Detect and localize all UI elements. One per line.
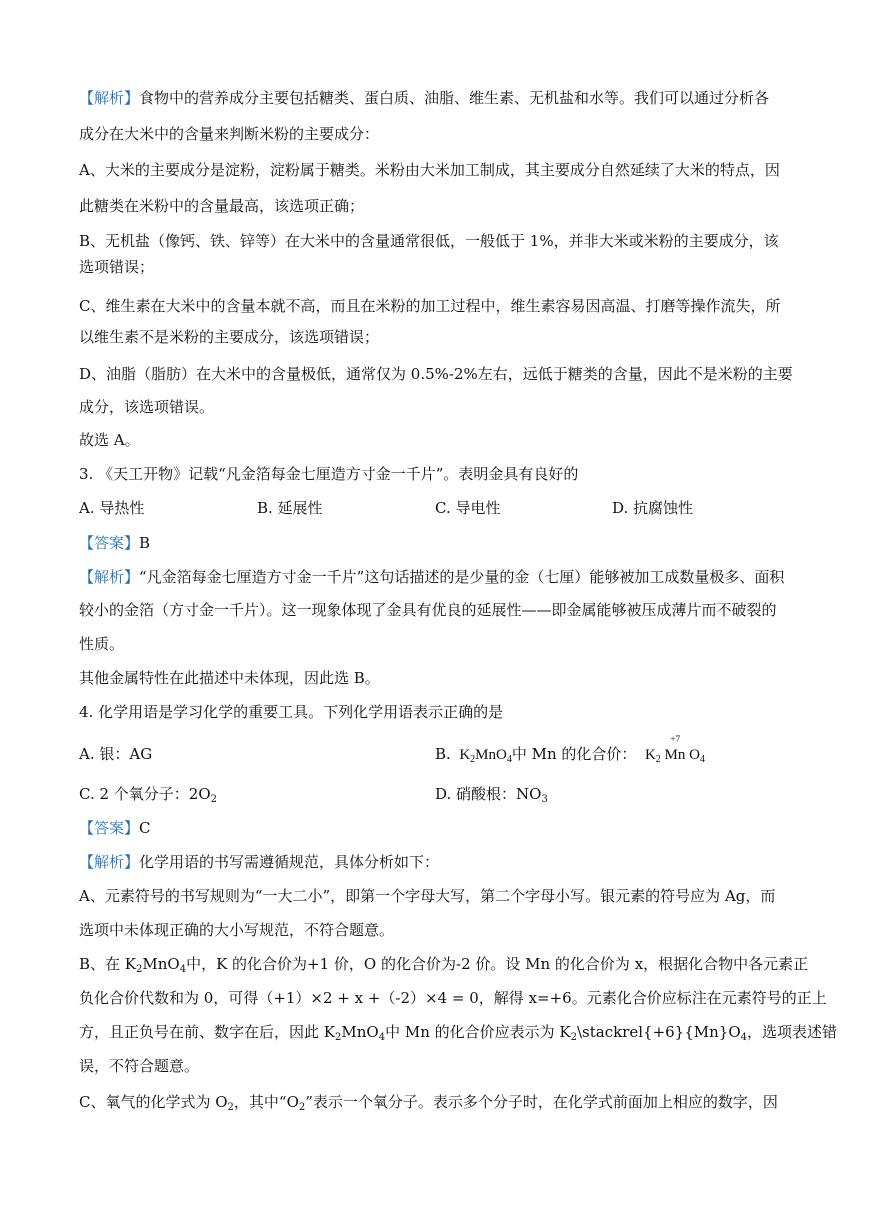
- q3-analysis-line-3: 性质。: [79, 635, 125, 653]
- q4-option-b-analysis-line-4: 误，不符合题意。: [79, 1057, 200, 1075]
- q4-option-c-analysis-line-1: C、氧气的化学式为 $O_2$，其中“$O_2$”表示一个氧分子。表示多个分子时，在化学式前面加上相应的数字，因: [79, 1093, 778, 1113]
- q3-option-c: C. 导电性: [435, 499, 501, 517]
- q3-option-b: B. 延展性: [257, 499, 323, 517]
- q4-option-a-analysis-line-2: 选项中未体现正确的大小写规范，不符合题意。: [79, 921, 395, 939]
- q3-analysis-line-2: 较小的金箔（方寸金一千片）。这一现象体现了金具有优良的延展性——即金属能够被压成薄片而不破裂的: [79, 601, 777, 619]
- q4-option-d: D. 硝酸根：$NO_3$: [435, 785, 548, 805]
- option-c-analysis-line-2: 以维生素不是米粉的主要成分，该选项错误；: [79, 328, 380, 346]
- answer-tag: 【答案】: [79, 534, 140, 552]
- analysis-tag: 【解析】: [79, 853, 140, 871]
- option-b-analysis-line-2: 选项错误；: [79, 258, 155, 276]
- question-4-stem: 4. 化学用语是学习化学的重要工具。下列化学用语表示正确的是: [79, 703, 504, 721]
- analysis-intro-line-1: 【解析】食物中的营养成分主要包括糖类、蛋白质、油脂、维生素、无机盐和水等。我们可以通过分析各: [79, 89, 770, 107]
- analysis-intro-line-2: 成分在大米中的含量来判断米粉的主要成分：: [79, 125, 380, 143]
- option-d-analysis-line-1: D、油脂（脂肪）在大米中的含量极低，通常仅为 0.5%-2%左右，远低于糖类的含量，因此不是米粉的主要: [79, 365, 793, 383]
- analysis-tag: 【解析】: [79, 568, 140, 586]
- q4-option-b: B. $K_2MnO_4$中 Mn 的化合价： $K_2$ Mn +7 $O_4$: [435, 734, 705, 765]
- option-d-analysis-line-2: 成分，该选项错误。: [79, 398, 215, 416]
- q4-option-b-analysis-line-2: 负化合价代数和为 0，可得（+1）×2 + x +（-2）×4 = 0，解得 x=+6。元素化合价应标注在元素符号的正上: [79, 989, 827, 1007]
- q3-option-d: D. 抗腐蚀性: [612, 499, 694, 517]
- q3-option-a: A. 导热性: [79, 499, 145, 517]
- q4-option-c: C. 2 个氧分子：$2O_2$: [79, 785, 218, 805]
- q3-answer-line: [79, 533, 794, 553]
- q4-answer-line: [79, 818, 794, 838]
- q4-option-b-analysis-line-3: 方，且正负号在前、数字在后，因此 $K_2MnO_4$中 Mn 的化合价应表示为 $K_2\backslash stackrel\{+6\}\{Mn\}O_4$，选项表述错: [79, 1023, 838, 1043]
- q4-option-b-analysis-line-1: B、在 $K_2MnO_4$中，K 的化合价为+1 价，O 的化合价为-2 价。设 Mn 的化合价为 x，根据化合物中各元素正: [79, 955, 809, 975]
- q3-analysis-line-1: 【解析】“凡金箔每金七厘造方寸金一千片”这句话描述的是少量的金（七厘）能够被加工成数量极多、面积: [79, 568, 785, 586]
- option-c-analysis-line-1: C、维生素在大米中的含量本就不高，而且在米粉的加工过程中，维生素容易因高温、打磨等操作流失，所: [79, 297, 781, 315]
- formula-k2mno4: $K_2MnO_4$: [455, 747, 512, 765]
- conclusion-line: 故选 A。: [79, 431, 140, 449]
- q3-answer: B: [139, 534, 151, 552]
- q3-analysis-line-4: 其他金属特性在此描述中未体现，因此选 B。: [79, 669, 380, 687]
- question-3-stem: 3. 《天工开物》记载“凡金箔每金七厘造方寸金一千片”。表明金具有良好的: [79, 465, 579, 483]
- analysis-tag: 【解析】: [79, 89, 140, 107]
- option-b-analysis-line-1: B、无机盐（像钙、铁、锌等）在大米中的含量通常很低，一般低于 1%，并非大米或米粉的主要成分，该: [79, 232, 779, 250]
- option-a-analysis-line-1: A、大米的主要成分是淀粉，淀粉属于糖类。米粉由大米加工制成，其主要成分自然延续了大米的特点，因: [79, 161, 780, 179]
- option-a-analysis-line-2: 此糖类在米粉中的含量最高，该选项正确；: [79, 197, 365, 215]
- formula-with-valence: $K_2$ Mn +7 $O_4$: [641, 734, 705, 765]
- q4-option-a-analysis-line-1: A、元素符号的书写规则为“一大二小”，即第一个字母大写，第二个字母小写。银元素的符号应为 Ag，而: [79, 887, 776, 905]
- q4-answer: C: [139, 819, 151, 837]
- q4-option-a: A. 银：AG: [79, 745, 153, 763]
- q4-analysis-intro: 【解析】化学用语的书写需遵循规范，具体分析如下：: [79, 853, 440, 871]
- answer-tag: 【答案】: [79, 819, 140, 837]
- valence-mark: +7: [670, 734, 681, 744]
